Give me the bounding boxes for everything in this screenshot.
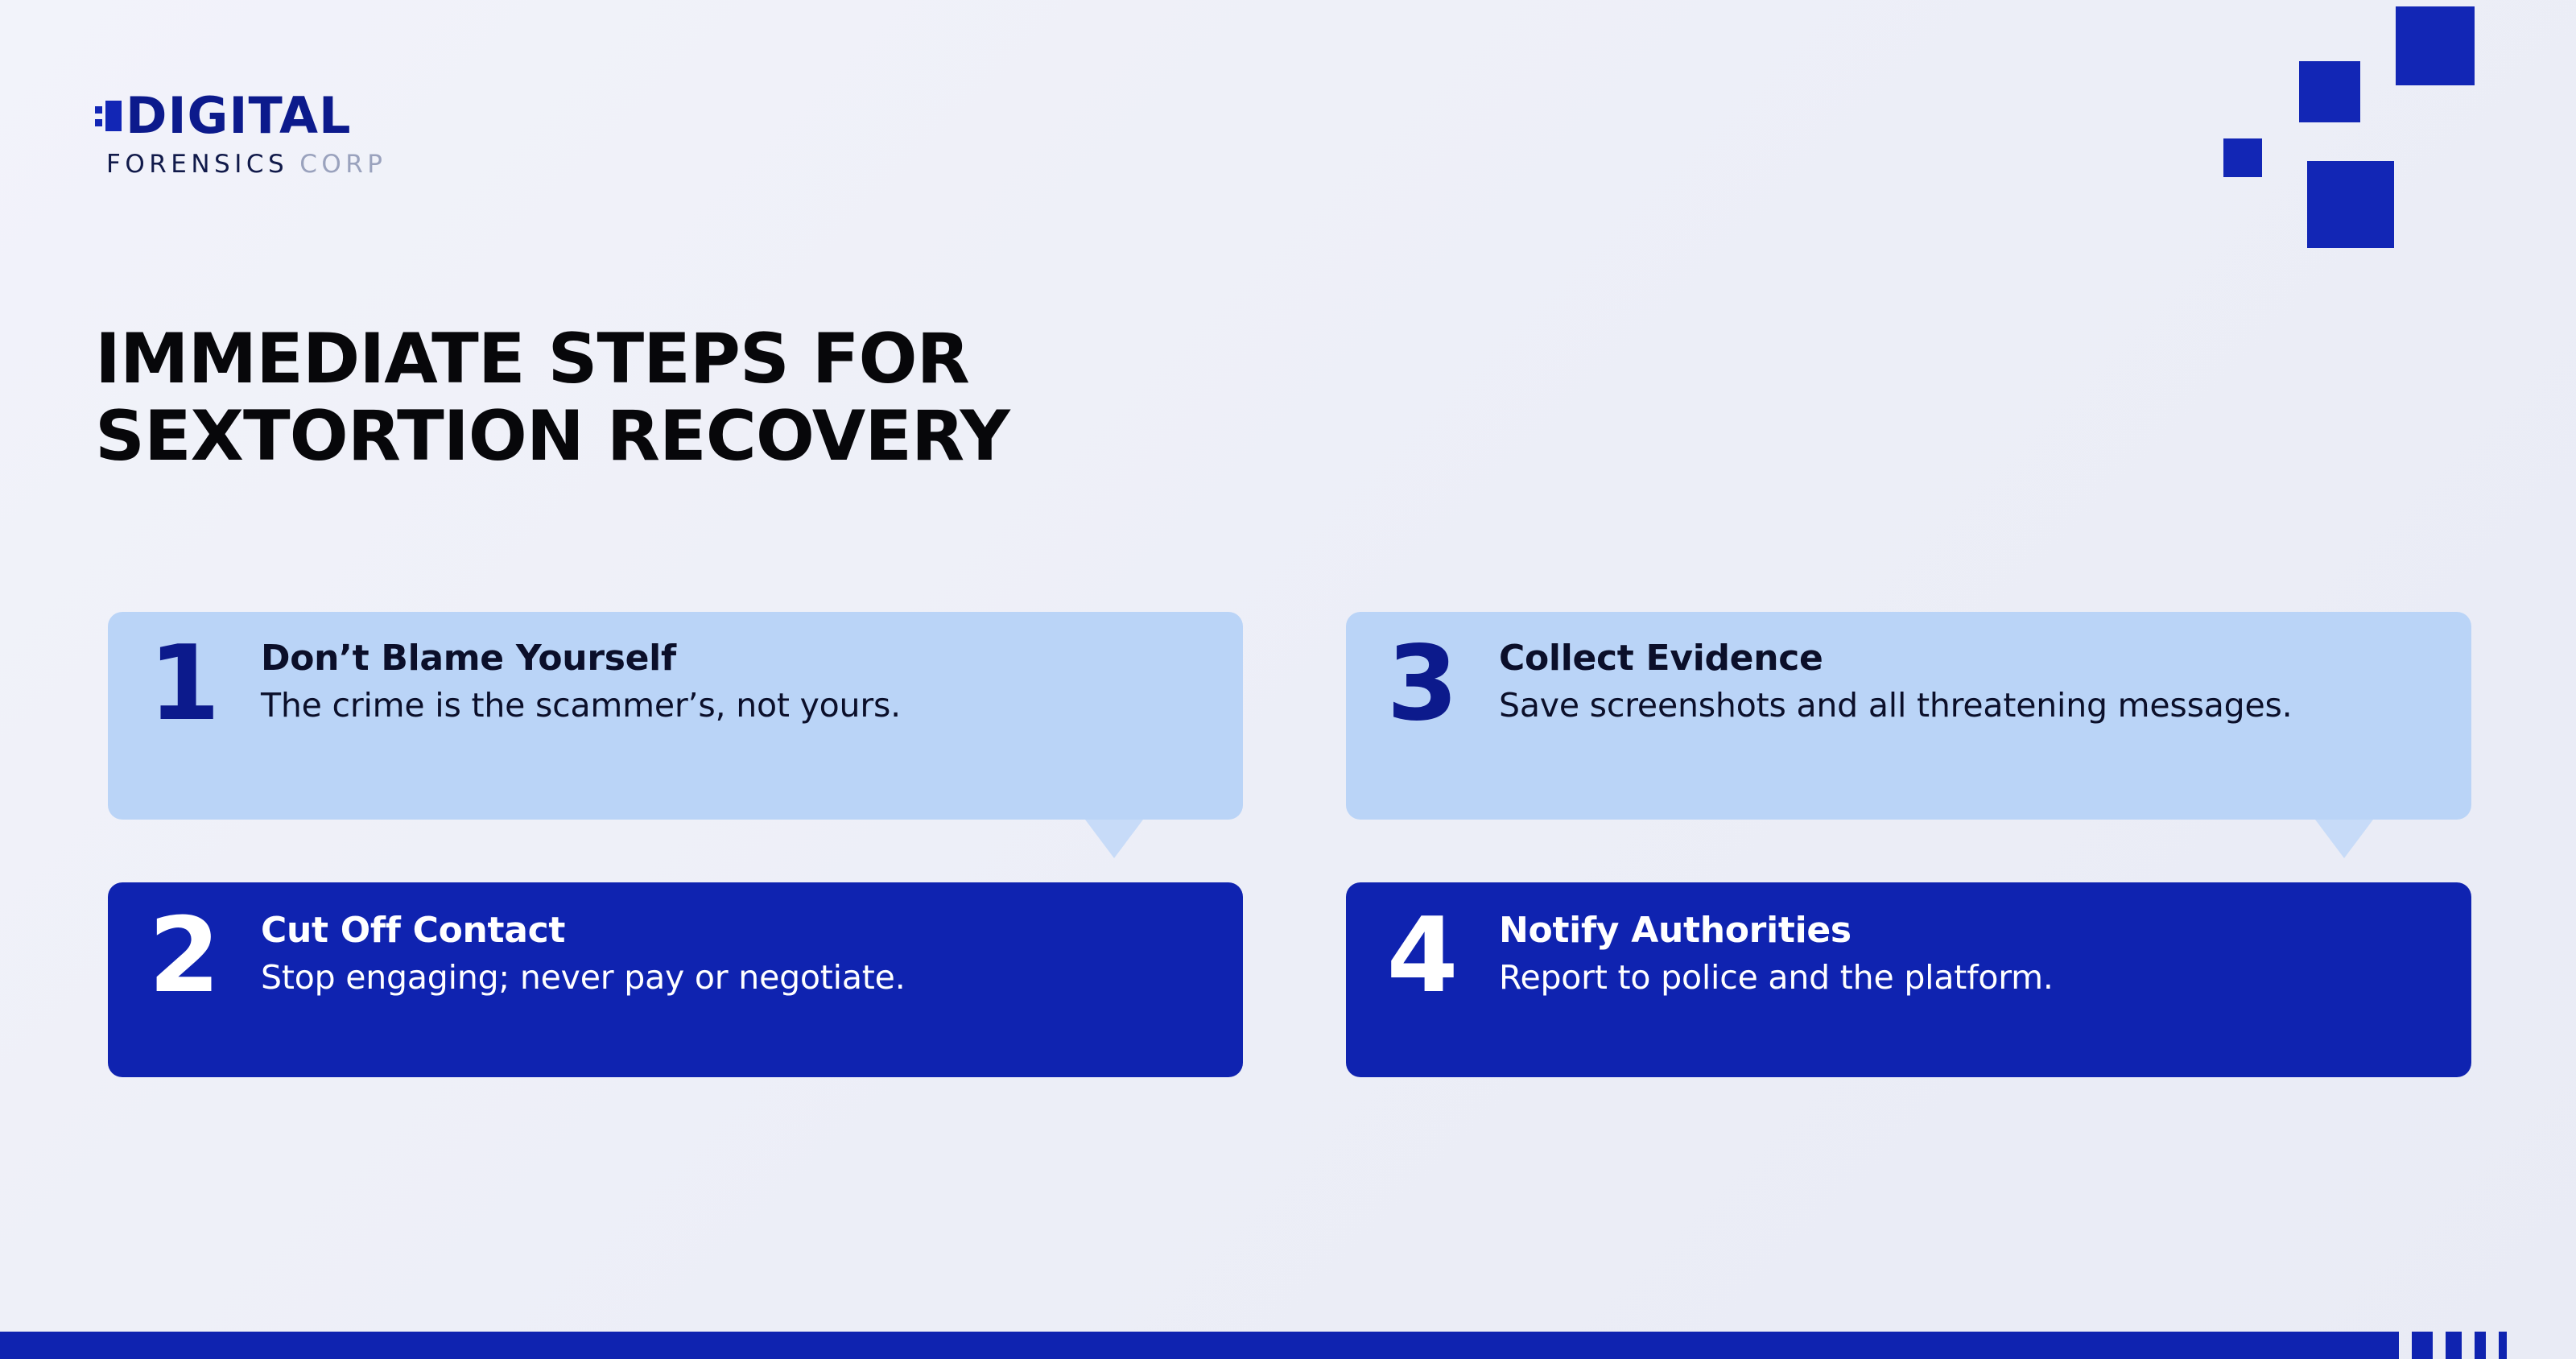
down-arrow-icon-right (2315, 820, 2373, 858)
step-card-4 (1346, 882, 2471, 1077)
page-title-line-2: SEXTORTION RECOVERY (95, 395, 1009, 477)
brand-logo (95, 87, 497, 192)
step-card-1 (108, 612, 1243, 820)
step-heading-3: Collect Evidence (1499, 638, 1823, 679)
step-number-4: 4 (1386, 896, 1459, 1016)
logo-word-forensics: FORENSICS (106, 150, 289, 179)
step-body-2 (261, 905, 906, 998)
decor-square-4 (2307, 161, 2394, 248)
logo-primary-row (95, 87, 497, 145)
footer-bar (0, 1332, 2399, 1359)
step-heading-4: Notify Authorities (1499, 910, 1852, 951)
step-heading-1: Don’t Blame Yourself (261, 638, 676, 679)
digital-forensics-logo-icon (95, 95, 122, 137)
step-number-1: 1 (148, 624, 221, 744)
decor-square-2 (2299, 61, 2360, 122)
step-number-3: 3 (1386, 624, 1459, 744)
step-body-1 (261, 633, 901, 726)
decor-square-1 (2396, 6, 2475, 85)
page-title (95, 320, 1009, 476)
down-arrow-icon-left (1085, 820, 1143, 858)
step-description-1: The crime is the scammer’s, not yours. (261, 685, 901, 725)
step-heading-2: Cut Off Contact (261, 910, 566, 951)
logo-word-digital: DIGITAL (126, 86, 352, 145)
decor-square-3 (2223, 138, 2262, 177)
step-body-4 (1499, 905, 2054, 998)
footer-dashes (2412, 1332, 2507, 1359)
step-description-2: Stop engaging; never pay or negotiate. (261, 957, 906, 997)
step-description-4: Report to police and the platform. (1499, 957, 2054, 997)
step-description-3: Save screenshots and all threatening messages. (1499, 685, 2293, 725)
step-number-2: 2 (148, 896, 221, 1016)
step-card-2 (108, 882, 1243, 1077)
step-body-3 (1499, 633, 2293, 726)
page-title-line-1: IMMEDIATE STEPS FOR (95, 318, 969, 399)
step-card-3 (1346, 612, 2471, 820)
logo-secondary-row (95, 150, 497, 179)
logo-word-corp: CORP (299, 150, 387, 179)
